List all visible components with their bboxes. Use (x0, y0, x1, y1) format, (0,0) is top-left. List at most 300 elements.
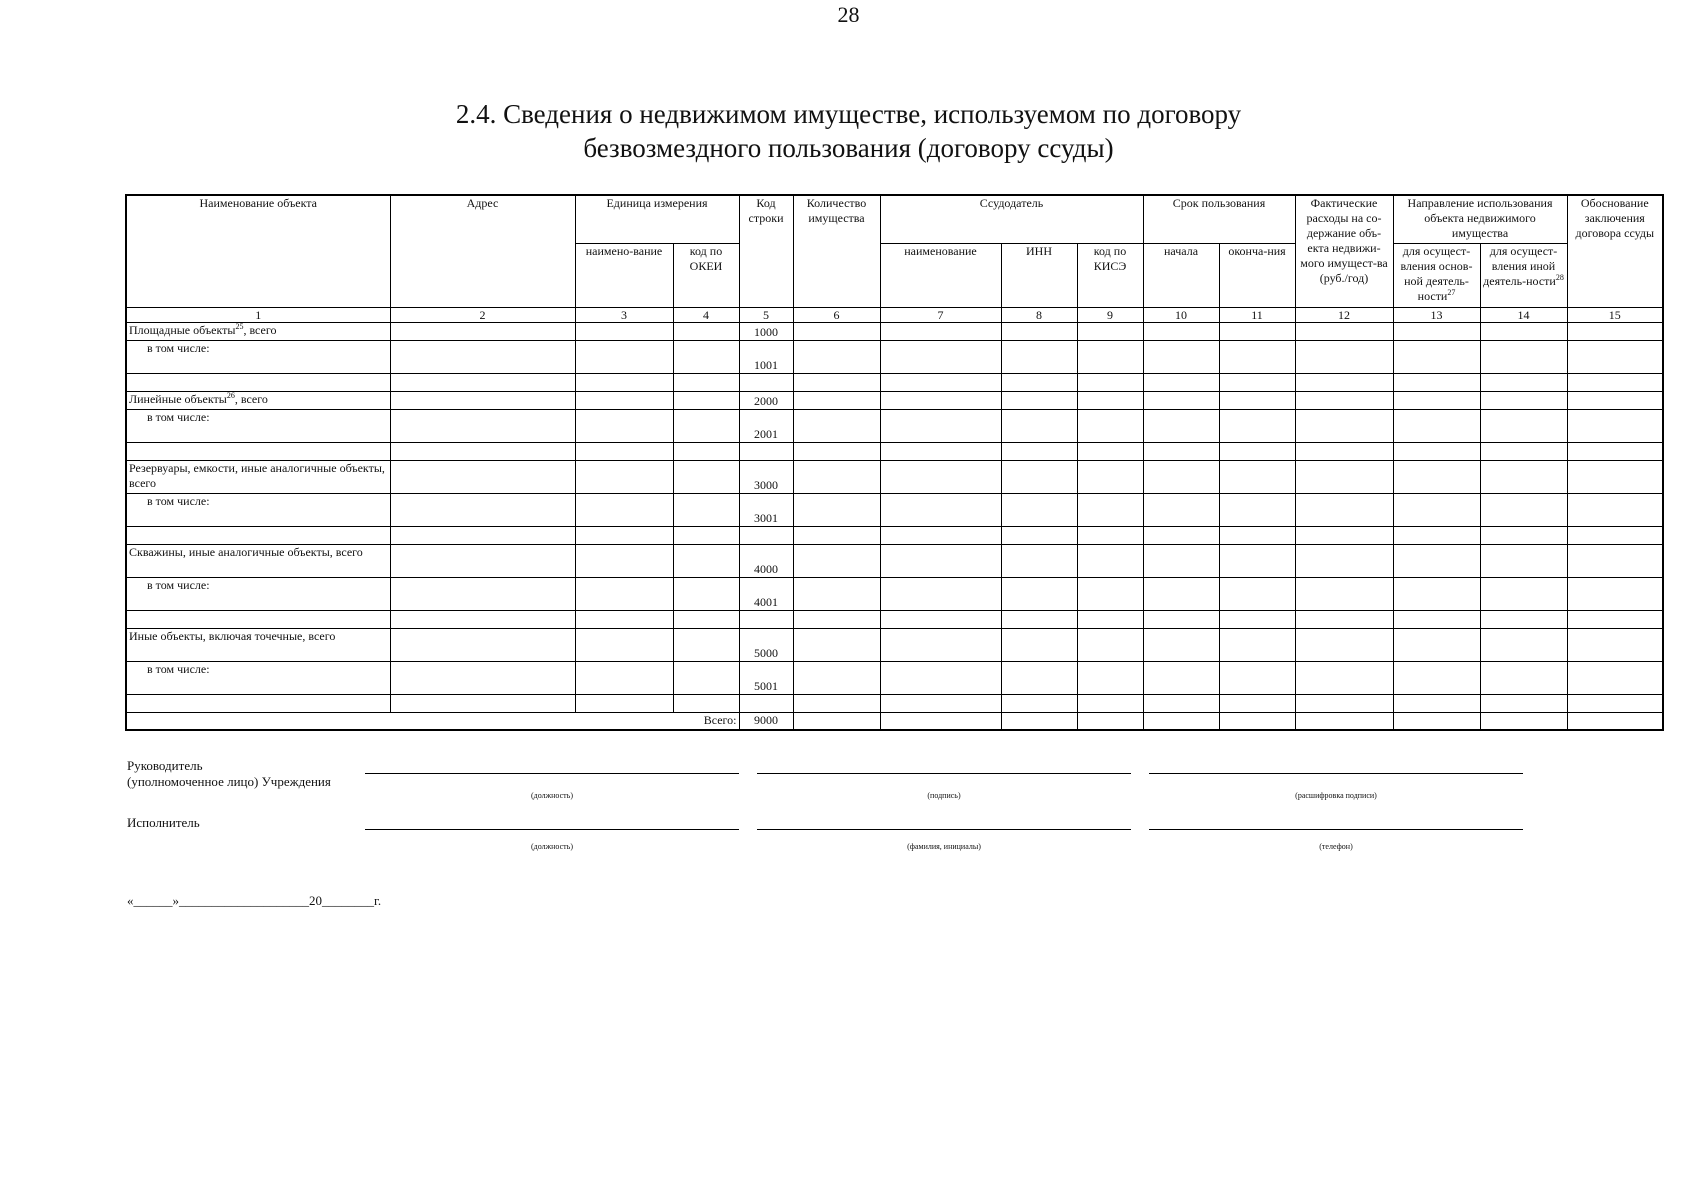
table-cell[interactable] (1143, 628, 1219, 661)
table-cell[interactable] (390, 628, 575, 661)
table-cell[interactable] (1219, 526, 1295, 544)
table-cell[interactable] (1143, 373, 1219, 391)
subsection-label: в том числе: (126, 577, 390, 610)
table-cell[interactable] (1567, 409, 1663, 442)
table-cell[interactable] (1480, 493, 1567, 526)
table-cell[interactable] (1143, 493, 1219, 526)
table-cell[interactable] (1077, 610, 1143, 628)
header-quantity: Количество имущества (793, 195, 880, 307)
table-cell[interactable] (1001, 493, 1077, 526)
table-cell[interactable] (1143, 322, 1219, 340)
table-cell[interactable] (575, 409, 673, 442)
table-cell[interactable] (1295, 391, 1393, 409)
table-cell[interactable] (880, 340, 1001, 373)
head-signature-line[interactable] (757, 773, 1131, 774)
head-position-line[interactable] (365, 773, 739, 774)
table-cell[interactable] (1001, 661, 1077, 694)
table-cell[interactable] (1480, 460, 1567, 493)
table-cell[interactable] (1393, 442, 1480, 460)
row-code: 2001 (739, 409, 793, 442)
section-label-tail: , всего (243, 322, 277, 337)
table-cell[interactable] (1393, 610, 1480, 628)
table-cell[interactable] (390, 577, 575, 610)
table-cell[interactable] (390, 526, 575, 544)
page-title (0, 97, 1697, 165)
table-cell[interactable] (1219, 391, 1295, 409)
table-cell[interactable] (1295, 628, 1393, 661)
table-cell[interactable] (1001, 442, 1077, 460)
table-cell[interactable] (1295, 442, 1393, 460)
table-cell[interactable] (1480, 442, 1567, 460)
table-cell[interactable] (739, 526, 793, 544)
table-cell[interactable] (1567, 493, 1663, 526)
row-code: 2000 (739, 391, 793, 409)
table-cell[interactable] (390, 460, 575, 493)
table-cell[interactable] (1077, 712, 1143, 730)
table-cell[interactable] (1393, 544, 1480, 577)
table-cell[interactable] (1480, 373, 1567, 391)
row-code: 5000 (739, 628, 793, 661)
table-cell[interactable] (880, 322, 1001, 340)
table-cell[interactable] (1219, 661, 1295, 694)
table-cell[interactable] (793, 628, 880, 661)
table-cell[interactable] (793, 322, 880, 340)
table-cell[interactable] (1077, 526, 1143, 544)
table-cell[interactable] (1001, 322, 1077, 340)
col-number: 12 (1295, 307, 1393, 322)
header-name: Наименование объекта (126, 195, 390, 307)
head-label-line1: Руководитель (127, 758, 203, 773)
table-cell[interactable] (673, 544, 739, 577)
subsection-row (126, 577, 1663, 610)
table-cell[interactable] (575, 493, 673, 526)
table-cell[interactable] (1077, 460, 1143, 493)
section-label-text: Скважины, иные аналогичные объекты, всего (129, 544, 363, 559)
table-cell[interactable] (1393, 694, 1480, 712)
table-cell[interactable] (673, 442, 739, 460)
table-cell[interactable] (1143, 577, 1219, 610)
table-cell[interactable] (880, 661, 1001, 694)
table-cell[interactable] (1393, 661, 1480, 694)
table-cell[interactable] (880, 442, 1001, 460)
head-decode-line[interactable] (1149, 773, 1523, 774)
table-cell[interactable] (1143, 544, 1219, 577)
table-cell[interactable] (575, 373, 673, 391)
header-expenses: Фактические расходы на со-держание объ-екта недвижи-мого имущест-ва (руб./год) (1295, 195, 1393, 307)
header-lender: Ссудодатель (880, 195, 1143, 243)
table-cell[interactable] (1219, 340, 1295, 373)
table-cell[interactable] (1295, 340, 1393, 373)
table-cell[interactable] (880, 460, 1001, 493)
table-cell[interactable] (1393, 409, 1480, 442)
table-cell[interactable] (673, 391, 739, 409)
table-cell[interactable] (1567, 577, 1663, 610)
table-cell[interactable] (1001, 577, 1077, 610)
blank-row (126, 442, 1663, 460)
row-code: 3001 (739, 493, 793, 526)
header-lender-name: наименование (880, 243, 1001, 307)
table-cell[interactable] (1219, 577, 1295, 610)
row-code: 1001 (739, 340, 793, 373)
table-cell[interactable] (1077, 694, 1143, 712)
table-cell[interactable] (1295, 460, 1393, 493)
table-cell[interactable] (390, 442, 575, 460)
executor-phone-caption: (телефон) (1319, 842, 1353, 851)
section-row (126, 391, 1663, 409)
blank-row (126, 373, 1663, 391)
table-cell[interactable] (1143, 712, 1219, 730)
table-cell[interactable] (1567, 442, 1663, 460)
section-label-text: Резервуары, емкости, иные аналогичные объекты, всего (129, 460, 385, 490)
table-cell[interactable] (1295, 322, 1393, 340)
table-cell[interactable] (880, 712, 1001, 730)
table-cell[interactable] (1295, 544, 1393, 577)
table-cell[interactable] (793, 712, 880, 730)
table-cell[interactable] (1001, 526, 1077, 544)
table-cell[interactable] (1143, 526, 1219, 544)
table-cell[interactable] (1567, 544, 1663, 577)
table-cell[interactable] (739, 442, 793, 460)
table-cell[interactable] (1219, 544, 1295, 577)
table-cell[interactable] (673, 577, 739, 610)
col-number: 7 (880, 307, 1001, 322)
section-label-text: Площадные объекты (129, 322, 236, 337)
col-number: 9 (1077, 307, 1143, 322)
header-basis: Обоснование заключения договора ссуды (1567, 195, 1663, 307)
col-number: 5 (739, 307, 793, 322)
table-cell[interactable] (390, 340, 575, 373)
blank-row (126, 526, 1663, 544)
table-cell[interactable] (1001, 628, 1077, 661)
table-cell[interactable] (1295, 373, 1393, 391)
table-cell[interactable] (390, 493, 575, 526)
table-cell[interactable] (1567, 694, 1663, 712)
table-cell[interactable] (1219, 442, 1295, 460)
table-cell[interactable] (575, 544, 673, 577)
table-cell[interactable] (1567, 610, 1663, 628)
header-dir-other (1480, 243, 1567, 307)
executor-position-line[interactable] (365, 829, 739, 830)
table-cell[interactable] (1393, 526, 1480, 544)
table-cell[interactable] (1001, 340, 1077, 373)
col-number: 14 (1480, 307, 1567, 322)
table-cell[interactable] (793, 661, 880, 694)
table-cell[interactable] (1295, 694, 1393, 712)
table-cell[interactable] (1143, 409, 1219, 442)
table-cell[interactable] (1077, 493, 1143, 526)
table-cell[interactable] (1219, 610, 1295, 628)
title-line-2: безвозмездного пользования (договору ссуды) (583, 133, 1114, 163)
head-label-line2: (уполномоченное лицо) Учреждения (127, 774, 331, 789)
subsection-row (126, 409, 1663, 442)
table-cell[interactable] (1219, 628, 1295, 661)
table-cell[interactable] (673, 661, 739, 694)
table-cell[interactable] (793, 373, 880, 391)
table-cell[interactable] (575, 391, 673, 409)
table-cell[interactable] (1077, 661, 1143, 694)
header-dir-main (1393, 243, 1480, 307)
title-line-1: 2.4. Сведения о недвижимом имуществе, используемом по договору (455, 99, 1242, 129)
table-cell[interactable] (1567, 391, 1663, 409)
table-cell[interactable] (1295, 577, 1393, 610)
table-cell[interactable] (575, 526, 673, 544)
table-cell[interactable] (1077, 442, 1143, 460)
table-cell[interactable] (739, 610, 793, 628)
table-cell[interactable] (1001, 409, 1077, 442)
header-dir-other-sup: 28 (1555, 272, 1564, 282)
table-cell[interactable] (1143, 661, 1219, 694)
executor-name-caption: (фамилия, инициалы) (907, 842, 981, 851)
header-lender-inn: ИНН (1001, 243, 1077, 307)
table-cell[interactable] (575, 322, 673, 340)
table-cell[interactable] (390, 694, 575, 712)
table-cell[interactable] (390, 610, 575, 628)
table-cell[interactable] (1219, 712, 1295, 730)
total-code: 9000 (739, 712, 793, 730)
header-term: Срок пользования (1143, 195, 1295, 243)
table-cell[interactable] (1077, 409, 1143, 442)
table-cell[interactable] (1393, 628, 1480, 661)
header-term-start: начала (1143, 243, 1219, 307)
table-cell[interactable] (575, 460, 673, 493)
table-cell[interactable] (1393, 391, 1480, 409)
table-cell[interactable] (673, 610, 739, 628)
table-cell[interactable] (1393, 460, 1480, 493)
table-cell[interactable] (1143, 391, 1219, 409)
table-cell[interactable] (1077, 544, 1143, 577)
table-cell[interactable] (126, 610, 390, 628)
table-cell[interactable] (673, 322, 739, 340)
executor-name-line[interactable] (757, 829, 1131, 830)
table-cell[interactable] (793, 544, 880, 577)
table-cell[interactable] (1480, 391, 1567, 409)
table-cell[interactable] (1567, 661, 1663, 694)
section-label-sup: 25 (235, 322, 244, 331)
table-cell[interactable] (575, 577, 673, 610)
section-label (126, 322, 390, 340)
table-cell[interactable] (673, 493, 739, 526)
table-cell[interactable] (390, 391, 575, 409)
subsection-row (126, 493, 1663, 526)
table-cell[interactable] (673, 526, 739, 544)
table-cell[interactable] (673, 694, 739, 712)
table-cell[interactable] (1219, 493, 1295, 526)
table-cell[interactable] (793, 493, 880, 526)
section-label-tail: , всего (234, 391, 268, 406)
column-numbers-row (126, 307, 1663, 322)
table-cell[interactable] (1480, 526, 1567, 544)
table-cell[interactable] (1001, 391, 1077, 409)
table-cell[interactable] (1480, 712, 1567, 730)
section-row (126, 544, 1663, 577)
table-cell[interactable] (1567, 712, 1663, 730)
table-cell[interactable] (1567, 322, 1663, 340)
property-table (125, 194, 1664, 731)
table-cell[interactable] (126, 526, 390, 544)
header-unit-okei: код по ОКЕИ (673, 243, 739, 307)
table-cell[interactable] (1001, 460, 1077, 493)
table-cell[interactable] (673, 373, 739, 391)
subsection-label: в том числе: (126, 409, 390, 442)
table-cell[interactable] (1393, 577, 1480, 610)
table-cell[interactable] (673, 409, 739, 442)
table-cell[interactable] (880, 493, 1001, 526)
table-cell[interactable] (575, 340, 673, 373)
section-label-text: Линейные объекты (129, 391, 227, 406)
row-code: 5001 (739, 661, 793, 694)
table-cell[interactable] (1567, 373, 1663, 391)
head-position-caption: (должность) (531, 791, 573, 800)
subsection-label: в том числе: (126, 340, 390, 373)
table-cell[interactable] (1480, 409, 1567, 442)
head-label (127, 758, 331, 790)
subsection-label: в том числе: (126, 493, 390, 526)
table-cell[interactable] (575, 661, 673, 694)
table-cell[interactable] (126, 373, 390, 391)
row-code: 4000 (739, 544, 793, 577)
table-cell[interactable] (1393, 373, 1480, 391)
table-cell[interactable] (575, 694, 673, 712)
date-line: «______»____________________20________г. (127, 893, 382, 908)
table-cell[interactable] (880, 544, 1001, 577)
page-number: 28 (837, 2, 860, 27)
table-cell[interactable] (1393, 340, 1480, 373)
table-cell[interactable] (880, 409, 1001, 442)
table-cell[interactable] (1001, 373, 1077, 391)
header-dir-main-text: для осущест-вления основ-ной деятель-ности (1400, 243, 1473, 303)
header-dir-other-text: для осущест-вления иной деятель-ности (1483, 243, 1558, 288)
table-cell[interactable] (1001, 694, 1077, 712)
table-cell[interactable] (1077, 577, 1143, 610)
executor-label: Исполнитель (127, 815, 200, 830)
table-cell[interactable] (1077, 391, 1143, 409)
table-cell[interactable] (575, 610, 673, 628)
table-cell[interactable] (880, 373, 1001, 391)
table-cell[interactable] (1480, 544, 1567, 577)
table-cell[interactable] (1480, 340, 1567, 373)
table-cell[interactable] (1219, 373, 1295, 391)
table-cell[interactable] (673, 460, 739, 493)
table-cell[interactable] (880, 694, 1001, 712)
table-cell[interactable] (793, 409, 880, 442)
table-cell[interactable] (1001, 610, 1077, 628)
header-address: Адрес (390, 195, 575, 307)
header-unit: Единица измерения (575, 195, 739, 243)
table-cell[interactable] (1567, 340, 1663, 373)
table-cell[interactable] (1001, 712, 1077, 730)
table-cell[interactable] (793, 460, 880, 493)
table-cell[interactable] (1219, 409, 1295, 442)
table-cell[interactable] (1001, 544, 1077, 577)
table-cell[interactable] (126, 442, 390, 460)
table-cell[interactable] (390, 322, 575, 340)
table-cell[interactable] (1295, 409, 1393, 442)
table-cell[interactable] (1219, 460, 1295, 493)
header-direction: Направление использования объекта недвижимого имущества (1393, 195, 1567, 243)
table-cell[interactable] (1480, 610, 1567, 628)
table-cell[interactable] (1393, 322, 1480, 340)
table-cell[interactable] (390, 409, 575, 442)
table-cell[interactable] (793, 442, 880, 460)
subsection-row (126, 661, 1663, 694)
table-cell[interactable] (1143, 694, 1219, 712)
table-cell[interactable] (1295, 610, 1393, 628)
table-cell[interactable] (1480, 577, 1567, 610)
col-number: 4 (673, 307, 739, 322)
table-cell[interactable] (1393, 493, 1480, 526)
table-cell[interactable] (793, 526, 880, 544)
table-cell[interactable] (1143, 442, 1219, 460)
col-number: 1 (126, 307, 390, 322)
table-cell[interactable] (1567, 526, 1663, 544)
table-cell[interactable] (1567, 460, 1663, 493)
table-cell[interactable] (880, 610, 1001, 628)
table-cell[interactable] (1480, 322, 1567, 340)
table-cell[interactable] (673, 628, 739, 661)
table-cell[interactable] (1567, 628, 1663, 661)
table-cell[interactable] (1219, 694, 1295, 712)
table-cell[interactable] (575, 628, 673, 661)
table-cell[interactable] (739, 694, 793, 712)
table-cell[interactable] (1077, 628, 1143, 661)
table-cell[interactable] (880, 526, 1001, 544)
table-cell[interactable] (1077, 373, 1143, 391)
table-cell[interactable] (1295, 526, 1393, 544)
table-cell[interactable] (673, 340, 739, 373)
section-label-sup: 26 (226, 391, 235, 400)
col-number: 3 (575, 307, 673, 322)
table-cell[interactable] (390, 544, 575, 577)
row-code: 3000 (739, 460, 793, 493)
section-label (126, 544, 390, 577)
table-cell[interactable] (1077, 340, 1143, 373)
table-cell[interactable] (1077, 322, 1143, 340)
table-cell[interactable] (1393, 712, 1480, 730)
table-cell[interactable] (739, 373, 793, 391)
table-cell[interactable] (880, 391, 1001, 409)
table-cell[interactable] (1480, 694, 1567, 712)
table-cell[interactable] (793, 391, 880, 409)
table-cell[interactable] (390, 373, 575, 391)
table-cell[interactable] (126, 694, 390, 712)
executor-phone-line[interactable] (1149, 829, 1523, 830)
table-cell[interactable] (1143, 340, 1219, 373)
table-cell[interactable] (1480, 661, 1567, 694)
table-cell[interactable] (880, 628, 1001, 661)
table-cell[interactable] (1143, 460, 1219, 493)
section-label-text: Иные объекты, включая точечные, всего (129, 628, 336, 643)
subsection-label: в том числе: (126, 661, 390, 694)
table-cell[interactable] (1295, 712, 1393, 730)
table-cell[interactable] (1143, 610, 1219, 628)
blank-row (126, 610, 1663, 628)
table-cell[interactable] (793, 577, 880, 610)
header-unit-name: наимено-вание (575, 243, 673, 307)
total-row (126, 712, 1663, 730)
table-cell[interactable] (1295, 661, 1393, 694)
table-cell[interactable] (880, 577, 1001, 610)
table-cell[interactable] (793, 610, 880, 628)
table-cell[interactable] (1295, 493, 1393, 526)
row-code: 4001 (739, 577, 793, 610)
table-cell[interactable] (575, 442, 673, 460)
table-cell[interactable] (793, 340, 880, 373)
table-cell[interactable] (793, 694, 880, 712)
section-row (126, 628, 1663, 661)
table-cell[interactable] (1219, 322, 1295, 340)
table-cell[interactable] (390, 661, 575, 694)
table-cell[interactable] (1480, 628, 1567, 661)
